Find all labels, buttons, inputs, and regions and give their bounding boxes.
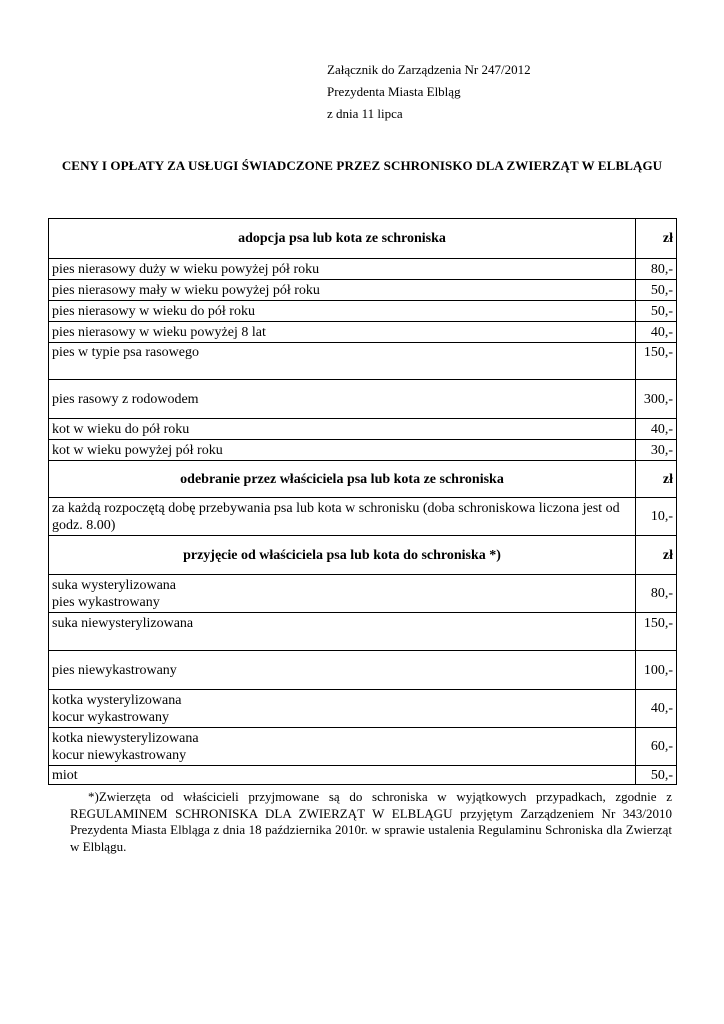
table-row	[49, 575, 677, 613]
header-line-mayor: Prezydenta Miasta Elbląg	[327, 84, 461, 99]
attachment-header	[327, 59, 531, 125]
row-label: kot w wieku powyżej pół roku	[49, 440, 636, 461]
row-price: 40,-	[636, 690, 677, 728]
section-header-surrender	[49, 536, 677, 575]
row-label-line: kocur niewykastrowany	[52, 747, 187, 763]
table-row	[49, 690, 677, 728]
table-row	[49, 280, 677, 301]
row-label: pies w typie psa rasowego	[49, 343, 636, 380]
row-price: 80,-	[636, 259, 677, 280]
unit-header: zł	[636, 219, 677, 259]
row-price: 30,-	[636, 440, 677, 461]
table-row	[49, 380, 677, 419]
table-row	[49, 343, 677, 380]
row-label-line: kotka niewysterylizowana	[52, 730, 199, 746]
section-heading: odebranie przez właściciela psa lub kota ze schroniska	[49, 461, 636, 498]
row-label-line: pies wykastrowany	[52, 594, 160, 610]
table-row	[49, 440, 677, 461]
row-price: 60,-	[636, 728, 677, 766]
row-price: 50,-	[636, 766, 677, 785]
row-price: 100,-	[636, 651, 677, 690]
row-price: 50,-	[636, 301, 677, 322]
row-price: 300,-	[636, 380, 677, 419]
row-label	[49, 575, 636, 613]
row-price: 150,-	[636, 613, 677, 651]
row-label: suka niewysterylizowana	[49, 613, 636, 651]
row-label: pies nierasowy mały w wieku powyżej pół roku	[49, 280, 636, 301]
header-line-date: z dnia 11 lipca	[327, 106, 403, 121]
header-line-ordinance: Załącznik do Zarządzenia Nr 247/2012	[327, 62, 531, 77]
row-label: miot	[49, 766, 636, 785]
row-price: 40,-	[636, 419, 677, 440]
row-label: kot w wieku do pół roku	[49, 419, 636, 440]
table-row	[49, 613, 677, 651]
row-label	[49, 690, 636, 728]
table-row	[49, 651, 677, 690]
table-row	[49, 322, 677, 343]
section-heading: adopcja psa lub kota ze schroniska	[49, 219, 636, 259]
document-title: CENY I OPŁATY ZA USŁUGI ŚWIADCZONE PRZEZ SCHRONISKO DLA ZWIERZĄT W ELBLĄGU	[61, 158, 663, 173]
row-price: 10,-	[636, 498, 677, 536]
table-row	[49, 728, 677, 766]
table-row	[49, 259, 677, 280]
unit-header: zł	[636, 461, 677, 498]
section-header-adoption	[49, 219, 677, 259]
row-label-line: suka wysterylizowana	[52, 577, 177, 593]
section-header-pickup	[49, 461, 677, 498]
row-price: 80,-	[636, 575, 677, 613]
table-row	[49, 498, 677, 536]
table-row	[49, 301, 677, 322]
row-label: pies nierasowy w wieku powyżej 8 lat	[49, 322, 636, 343]
row-price: 150,-	[636, 343, 677, 380]
section-heading: przyjęcie od właściciela psa lub kota do schroniska *)	[49, 536, 636, 575]
row-label: pies nierasowy w wieku do pół roku	[49, 301, 636, 322]
row-label-line: kotka wysterylizowana	[52, 692, 182, 708]
row-label: pies nierasowy duży w wieku powyżej pół roku	[49, 259, 636, 280]
unit-header: zł	[636, 536, 677, 575]
row-label: za każdą rozpoczętą dobę przebywania psa lub kota w schronisku (doba schroniskowa liczona jest od godz. 8.00)	[49, 498, 636, 536]
row-price: 40,-	[636, 322, 677, 343]
footnote: *)Zwierzęta od właścicieli przyjmowane są do schroniska w wyjątkowych przypadkach, zgodnie z REGULAMINEM SCHRONISKA DLA ZWIERZĄT W ELBLĄGU przyjętym Zarządzeniem Nr 343/2010 Prezydenta Miasta Elbląga z dnia 18 października 2010r. w sprawie ustalenia Regulaminu Schroniska dla Zwierząt w Elblągu.	[70, 789, 672, 854]
row-label-line: kocur wykastrowany	[52, 709, 170, 725]
row-label: pies niewykastrowany	[49, 651, 636, 690]
row-price: 50,-	[636, 280, 677, 301]
table-row	[49, 419, 677, 440]
row-label: pies rasowy z rodowodem	[49, 380, 636, 419]
table-row	[49, 766, 677, 785]
row-label	[49, 728, 636, 766]
price-table	[48, 218, 677, 785]
